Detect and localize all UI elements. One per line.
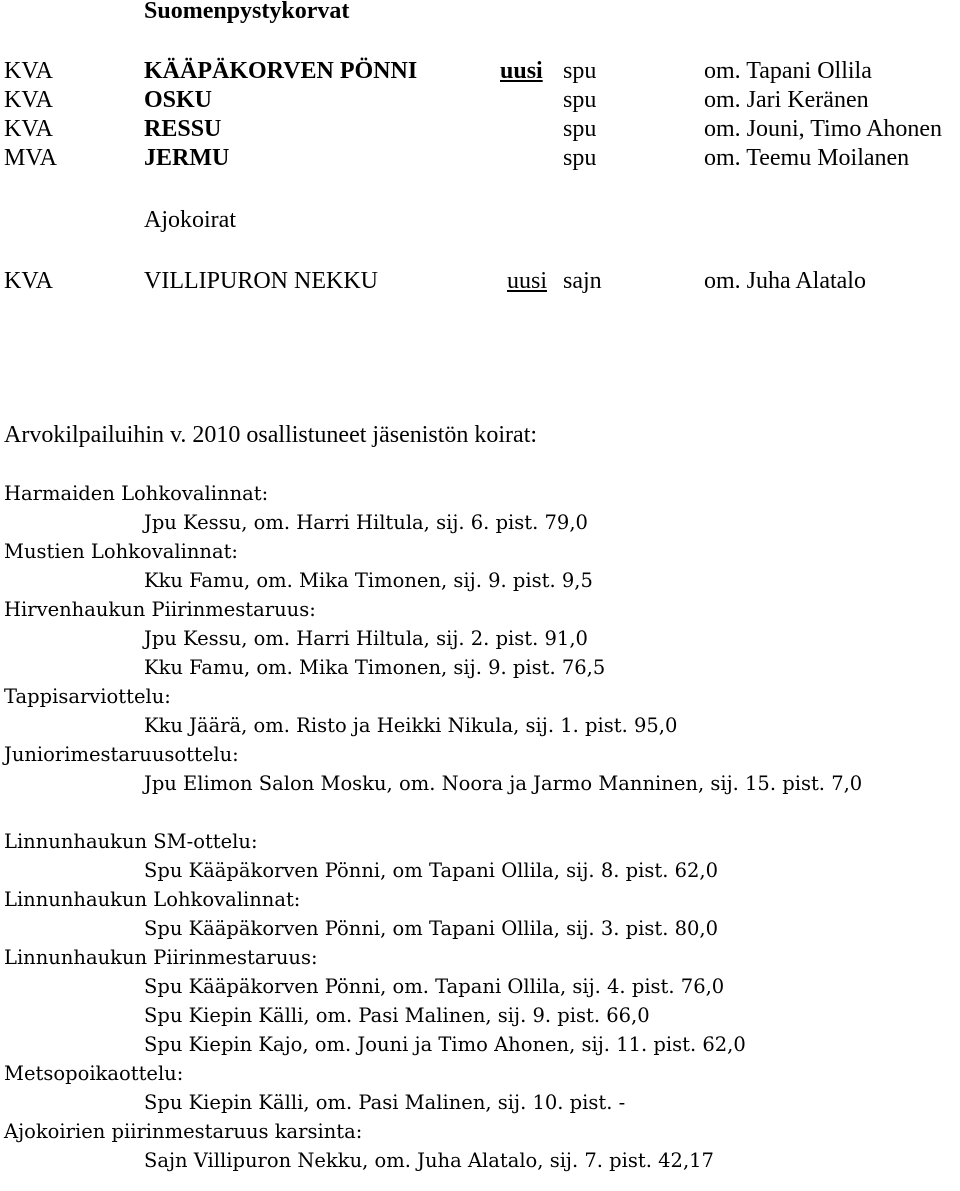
row-owner: om. Teemu Moilanen — [704, 145, 910, 171]
row-title: MVA — [4, 145, 57, 171]
row-title: KVA — [4, 116, 53, 142]
row-dog-name: KÄÄPÄKORVEN PÖNNI — [144, 58, 418, 84]
row-breed: sajn — [563, 268, 602, 294]
trial-category: Juniorimestaruusottelu: — [4, 743, 239, 766]
spitz-heading: Suomenpystykorvat — [144, 0, 350, 24]
trial-category: Ajokoirien piirinmestaruus karsinta: — [4, 1120, 363, 1143]
hounds-heading: Ajokoirat — [144, 207, 236, 233]
row-dog-name: OSKU — [144, 87, 213, 113]
trial-category: Harmaiden Lohkovalinnat: — [4, 482, 269, 505]
trial-entry: Spu Kiepin Källi, om. Pasi Malinen, sij. 10. pist. - — [144, 1091, 626, 1114]
trial-entry: Sajn Villipuron Nekku, om. Juha Alatalo, sij. 7. pist. 42,17 — [144, 1149, 714, 1172]
trial-entry: Jpu Kessu, om. Harri Hiltula, sij. 6. pist. 79,0 — [144, 511, 588, 534]
trial-category: Hirvenhaukun Piirinmestaruus: — [4, 598, 316, 621]
row-title: KVA — [4, 87, 53, 113]
row-title: KVA — [4, 268, 53, 294]
row-dog-name: RESSU — [144, 116, 222, 142]
trial-entry: Spu Kiepin Källi, om. Pasi Malinen, sij. 9. pist. 66,0 — [144, 1004, 650, 1027]
row-breed: spu — [563, 116, 597, 142]
trial-category: Tappisarviottelu: — [4, 685, 171, 708]
trial-entry: Kku Famu, om. Mika Timonen, sij. 9. pist. 76,5 — [144, 656, 606, 679]
trial-entry: Spu Kääpäkorven Pönni, om. Tapani Ollila, sij. 4. pist. 76,0 — [144, 975, 725, 998]
trial-category: Linnunhaukun Lohkovalinnat: — [4, 888, 301, 911]
trial-category: Metsopoikaottelu: — [4, 1062, 184, 1085]
trial-category: Mustien Lohkovalinnat: — [4, 540, 238, 563]
trial-entry: Kku Famu, om. Mika Timonen, sij. 9. pist. 9,5 — [144, 569, 593, 592]
row-owner: om. Tapani Ollila — [704, 58, 872, 84]
row-new-tag: uusi — [500, 58, 543, 84]
trial-entry: Spu Kiepin Kajo, om. Jouni ja Timo Ahonen, sij. 11. pist. 62,0 — [144, 1033, 746, 1056]
trial-entry: Spu Kääpäkorven Pönni, om Tapani Ollila, sij. 8. pist. 62,0 — [144, 859, 719, 882]
row-dog-name: VILLIPURON NEKKU — [144, 268, 378, 294]
trials-heading: Arvokilpailuihin v. 2010 osallistuneet jäsenistön koirat: — [4, 422, 538, 448]
row-owner: om. Juha Alatalo — [704, 268, 866, 294]
row-owner: om. Jari Keränen — [704, 87, 869, 113]
trial-category: Linnunhaukun SM-ottelu: — [4, 830, 258, 853]
row-owner: om. Jouni, Timo Ahonen — [704, 116, 943, 142]
trial-category: Linnunhaukun Piirinmestaruus: — [4, 946, 318, 969]
row-breed: spu — [563, 58, 597, 84]
trial-entry: Jpu Kessu, om. Harri Hiltula, sij. 2. pist. 91,0 — [144, 627, 588, 650]
row-new-tag: uusi — [507, 268, 548, 294]
row-breed: spu — [563, 87, 597, 113]
row-title: KVA — [4, 58, 53, 84]
trial-entry: Spu Kääpäkorven Pönni, om Tapani Ollila, sij. 3. pist. 80,0 — [144, 917, 719, 940]
trial-entry: Jpu Elimon Salon Mosku, om. Noora ja Jarmo Manninen, sij. 15. pist. 7,0 — [144, 772, 863, 795]
row-dog-name: JERMU — [144, 145, 230, 171]
trial-entry: Kku Jäärä, om. Risto ja Heikki Nikula, sij. 1. pist. 95,0 — [144, 714, 678, 737]
row-breed: spu — [563, 145, 597, 171]
